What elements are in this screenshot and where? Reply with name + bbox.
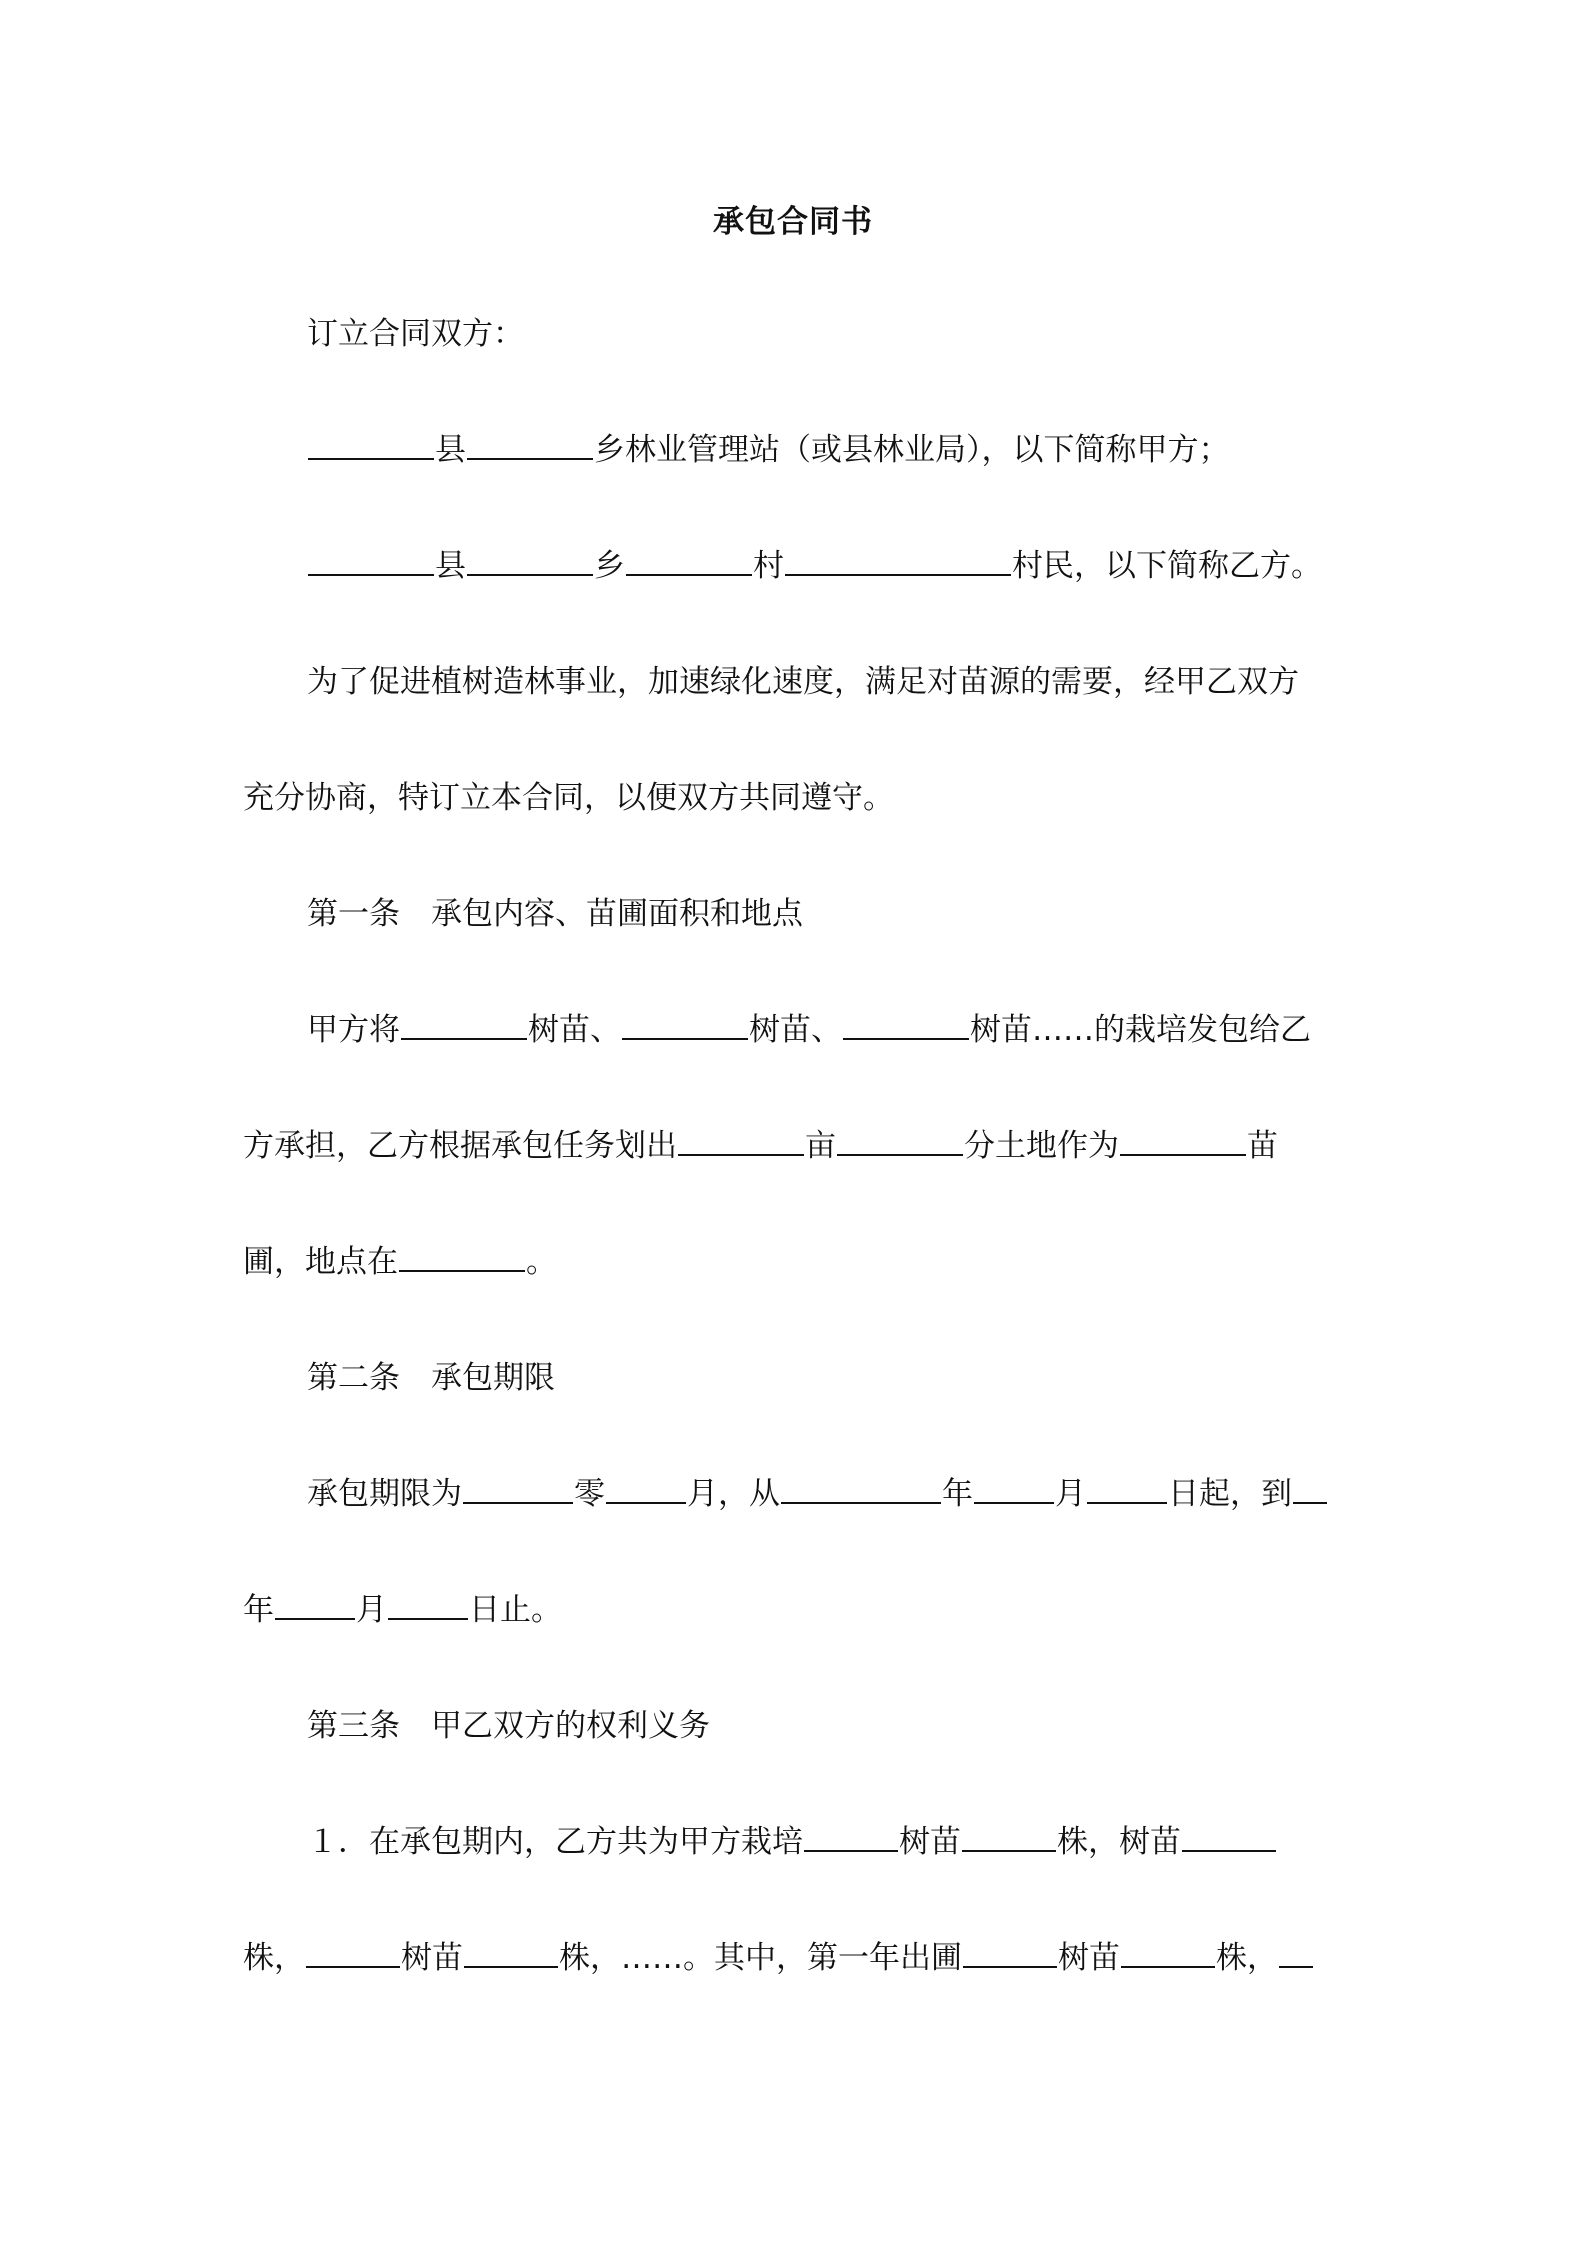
text: 零 bbox=[574, 1476, 605, 1512]
text: 甲方将 bbox=[307, 1012, 400, 1048]
text: 村民，以下简称乙方。 bbox=[1012, 548, 1322, 584]
village-blank[interactable] bbox=[626, 544, 752, 576]
end-year-blank[interactable] bbox=[1293, 1472, 1327, 1504]
nursery-blank[interactable] bbox=[1120, 1124, 1246, 1156]
text: 日起，到 bbox=[1168, 1476, 1292, 1512]
text: 月 bbox=[1055, 1476, 1086, 1512]
quantity-blank[interactable] bbox=[1121, 1936, 1215, 1968]
purpose-line-1: 为了促进植树造林事业，加速绿化速度，满足对苗源的需要，经甲乙双方 bbox=[307, 664, 1299, 700]
county-blank[interactable] bbox=[308, 544, 434, 576]
text: 年 bbox=[243, 1592, 274, 1628]
quantity-blank[interactable] bbox=[464, 1936, 558, 1968]
location-blank[interactable] bbox=[399, 1240, 525, 1272]
text: 县 bbox=[435, 548, 466, 584]
text: 树苗 bbox=[401, 1940, 463, 1976]
text: 树苗 bbox=[1058, 1940, 1120, 1976]
text: 亩 bbox=[805, 1128, 836, 1164]
party-a-line bbox=[307, 428, 1230, 472]
document-title: 承包合同书 bbox=[713, 204, 873, 240]
text: 圃，地点在 bbox=[243, 1244, 398, 1280]
text: 日止。 bbox=[469, 1592, 562, 1628]
township-blank[interactable] bbox=[467, 428, 593, 460]
article-2-line-1 bbox=[307, 1472, 1328, 1516]
quantity-blank[interactable] bbox=[1182, 1820, 1276, 1852]
text: 树苗……的栽培发包给乙 bbox=[970, 1012, 1311, 1048]
text: 株，树苗 bbox=[1057, 1824, 1181, 1860]
tree-type-blank[interactable] bbox=[401, 1008, 527, 1040]
text: 月，从 bbox=[687, 1476, 780, 1512]
party-b-line bbox=[307, 544, 1322, 588]
text: 承包期限为 bbox=[307, 1476, 462, 1512]
end-day-blank[interactable] bbox=[388, 1588, 468, 1620]
township-blank[interactable] bbox=[467, 544, 593, 576]
article-1-line-3 bbox=[243, 1240, 557, 1284]
text: 株， bbox=[243, 1940, 305, 1976]
text: 株，……。其中，第一年出圃 bbox=[559, 1940, 962, 1976]
mu-blank[interactable] bbox=[678, 1124, 804, 1156]
article-3-line-1 bbox=[307, 1820, 1277, 1864]
text: 年 bbox=[942, 1476, 973, 1512]
article-1-heading: 第一条 承包内容、苗圃面积和地点 bbox=[307, 896, 803, 932]
text: 树苗、 bbox=[749, 1012, 842, 1048]
text: 株， bbox=[1216, 1940, 1278, 1976]
end-month-blank[interactable] bbox=[275, 1588, 355, 1620]
text: 苗 bbox=[1247, 1128, 1278, 1164]
article-3-heading: 第三条 甲乙双方的权利义务 bbox=[307, 1708, 710, 1744]
text: 树苗、 bbox=[528, 1012, 621, 1048]
start-day-blank[interactable] bbox=[1087, 1472, 1167, 1504]
trailing-blank[interactable] bbox=[1279, 1936, 1313, 1968]
text: 树苗 bbox=[899, 1824, 961, 1860]
text: １．在承包期内，乙方共为甲方栽培 bbox=[307, 1824, 803, 1860]
year-count-blank[interactable] bbox=[463, 1472, 573, 1504]
quantity-blank[interactable] bbox=[962, 1820, 1056, 1852]
article-2-heading: 第二条 承包期限 bbox=[307, 1360, 555, 1396]
text: 。 bbox=[526, 1244, 557, 1280]
start-year-blank[interactable] bbox=[781, 1472, 941, 1504]
text: 分土地作为 bbox=[964, 1128, 1119, 1164]
parties-intro: 订立合同双方： bbox=[307, 316, 524, 352]
article-1-line-1 bbox=[307, 1008, 1311, 1052]
tree-type-blank[interactable] bbox=[843, 1008, 969, 1040]
tree-type-blank[interactable] bbox=[963, 1936, 1057, 1968]
text: 方承担，乙方根据承包任务划出 bbox=[243, 1128, 677, 1164]
county-blank[interactable] bbox=[308, 428, 434, 460]
article-2-line-2 bbox=[243, 1588, 562, 1632]
purpose-line-2: 充分协商，特订立本合同，以便双方共同遵守。 bbox=[243, 780, 894, 816]
article-1-line-2 bbox=[243, 1124, 1278, 1168]
text: 村 bbox=[753, 548, 784, 584]
article-3-line-2 bbox=[243, 1936, 1314, 1980]
text: 乡林业管理站（或县林业局），以下简称甲方； bbox=[594, 432, 1230, 468]
start-month-blank[interactable] bbox=[974, 1472, 1054, 1504]
tree-type-blank[interactable] bbox=[306, 1936, 400, 1968]
fen-blank[interactable] bbox=[837, 1124, 963, 1156]
tree-type-blank[interactable] bbox=[804, 1820, 898, 1852]
month-count-blank[interactable] bbox=[606, 1472, 686, 1504]
tree-type-blank[interactable] bbox=[622, 1008, 748, 1040]
text: 月 bbox=[356, 1592, 387, 1628]
villager-name-blank[interactable] bbox=[785, 544, 1011, 576]
text: 乡 bbox=[594, 548, 625, 584]
text: 县 bbox=[435, 432, 466, 468]
